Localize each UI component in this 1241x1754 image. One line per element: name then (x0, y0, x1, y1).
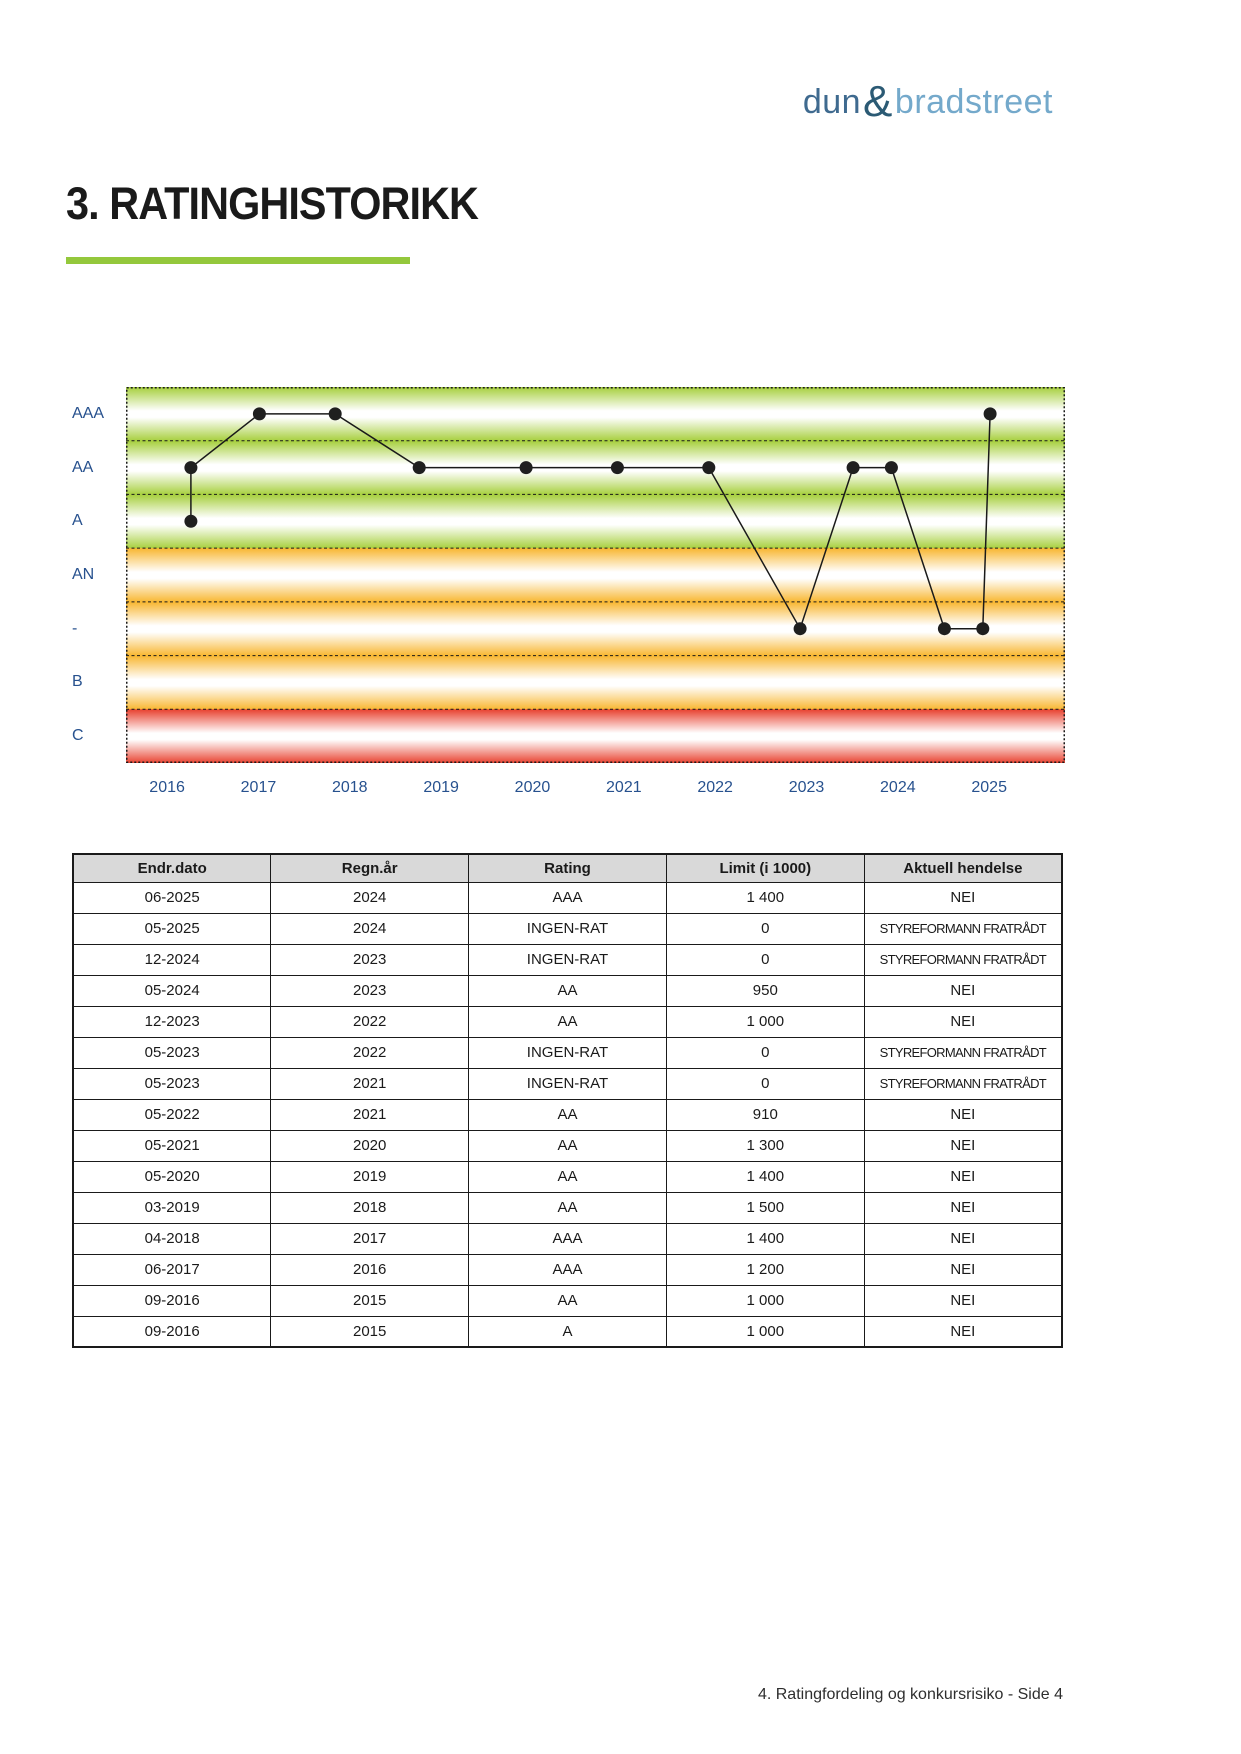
rating-history-table (72, 853, 1063, 1348)
data-point-12-2024-- (938, 622, 951, 635)
table-cell: 04-2018 (73, 1223, 271, 1254)
table-cell: 05-2025 (73, 913, 271, 944)
table-header (73, 854, 1062, 882)
data-point-06-2017-AAA (253, 407, 266, 420)
x-axis-label-2025: 2025 (971, 779, 1007, 796)
table-row (73, 1192, 1062, 1223)
table-cell: 2019 (271, 1161, 469, 1192)
table-row (73, 1254, 1062, 1285)
table-cell: 2021 (271, 1099, 469, 1130)
table-cell: NEI (864, 882, 1062, 913)
table-cell: AA (469, 1130, 667, 1161)
table-cell: A (469, 1316, 667, 1347)
table-cell: INGEN-RAT (469, 1068, 667, 1099)
data-point-06-2025-AAA (984, 407, 997, 420)
y-axis-label-B: B (72, 673, 83, 691)
table-cell: 2018 (271, 1192, 469, 1223)
table-cell: 2022 (271, 1006, 469, 1037)
table-cell: AAA (469, 882, 667, 913)
data-point-05-2021-AA (611, 461, 624, 474)
table-cell: 2023 (271, 975, 469, 1006)
x-axis-label-2024: 2024 (880, 779, 916, 796)
table-cell: 05-2023 (73, 1037, 271, 1068)
table-cell: AA (469, 975, 667, 1006)
table-cell: AA (469, 1285, 667, 1316)
table-cell: 03-2019 (73, 1192, 271, 1223)
table-cell: 2024 (271, 882, 469, 913)
table-cell: STYREFORMANN FRATRÅDT (864, 1037, 1062, 1068)
rating-band-- (126, 602, 1065, 656)
table-cell: 1 200 (666, 1254, 864, 1285)
data-point-05-2024-AA (885, 461, 898, 474)
table-row (73, 975, 1062, 1006)
table-cell: AAA (469, 1254, 667, 1285)
rating-band-B (126, 656, 1065, 710)
data-point-05-2025-- (976, 622, 989, 635)
table-cell: 2015 (271, 1316, 469, 1347)
rating-band-C (126, 709, 1065, 763)
logo-ampersand-icon: & (863, 77, 893, 126)
section-title: 3. RATINGHISTORIKK (66, 178, 479, 229)
table-cell: 1 400 (666, 1161, 864, 1192)
rating-band-AN (126, 548, 1065, 602)
table-cell: 2021 (271, 1068, 469, 1099)
x-axis-label-2020: 2020 (514, 779, 551, 796)
table-row (73, 1285, 1062, 1316)
table-cell: 910 (666, 1099, 864, 1130)
table-cell: NEI (864, 1192, 1062, 1223)
x-axis-label-2017: 2017 (240, 779, 277, 796)
y-axis-label-AN: AN (72, 566, 95, 583)
chart-plot-area (126, 387, 1065, 763)
table-row (73, 944, 1062, 975)
table-cell: 09-2016 (73, 1285, 271, 1316)
column-header: Aktuell hendelse (864, 854, 1062, 882)
table-cell: 1 000 (666, 1285, 864, 1316)
table-cell: INGEN-RAT (469, 1037, 667, 1068)
table-cell: 2016 (271, 1254, 469, 1285)
table-cell: 1 000 (666, 1006, 864, 1037)
table-cell: AA (469, 1192, 667, 1223)
table-cell: STYREFORMANN FRATRÅDT (864, 1068, 1062, 1099)
table-row (73, 913, 1062, 944)
data-point-04-2018-AAA (329, 407, 342, 420)
data-point-09-2016-AA (184, 461, 197, 474)
table-cell: 2017 (271, 1223, 469, 1254)
table-cell: 06-2025 (73, 882, 271, 913)
table-row (73, 1161, 1062, 1192)
table-row (73, 1006, 1062, 1037)
table-body (73, 882, 1062, 1347)
table-cell: 05-2024 (73, 975, 271, 1006)
column-header: Endr.dato (73, 854, 271, 882)
page-footer: 4. Ratingfordeling og konkursrisiko - Side 4 (757, 1686, 1063, 1703)
table-cell: NEI (864, 1285, 1062, 1316)
table-cell: STYREFORMANN FRATRÅDT (864, 913, 1062, 944)
data-point-03-2019-AA (413, 461, 426, 474)
x-axis-label-2022: 2022 (697, 779, 733, 796)
data-point-09-2016-A (184, 515, 197, 528)
data-point-05-2022-AA (702, 461, 715, 474)
dun-and-bradstreet-logo (803, 74, 1053, 124)
table-cell: 2015 (271, 1285, 469, 1316)
y-axis-label-AA: AA (72, 458, 94, 476)
table-cell: AA (469, 1006, 667, 1037)
table-row (73, 882, 1062, 913)
y-axis-label-AAA: AAA (72, 404, 105, 422)
table-cell: NEI (864, 975, 1062, 1006)
data-point-05-2023-- (794, 622, 807, 635)
logo-text-dun: dun (802, 83, 862, 121)
table-cell: 06-2017 (73, 1254, 271, 1285)
table-cell: 0 (666, 1037, 864, 1068)
column-header: Limit (i 1000) (666, 854, 864, 882)
rating-band-A (126, 494, 1065, 548)
column-header: Regn.år (271, 854, 469, 882)
table-cell: NEI (864, 1316, 1062, 1347)
table-cell: NEI (864, 1130, 1062, 1161)
table-cell: INGEN-RAT (469, 944, 667, 975)
table-cell: 0 (666, 944, 864, 975)
table-row (73, 1316, 1062, 1347)
column-header: Rating (469, 854, 667, 882)
data-point-05-2020-AA (520, 461, 533, 474)
table-cell: 12-2024 (73, 944, 271, 975)
table-cell: 1 500 (666, 1192, 864, 1223)
table-cell: AA (469, 1099, 667, 1130)
x-axis-label-2018: 2018 (331, 779, 368, 796)
table-cell: 05-2022 (73, 1099, 271, 1130)
table-cell: 0 (666, 913, 864, 944)
x-axis-label-2021: 2021 (606, 779, 642, 796)
table-row (73, 1130, 1062, 1161)
table-cell: 1 000 (666, 1316, 864, 1347)
x-axis-label-2019: 2019 (423, 779, 459, 796)
x-axis-label-2016: 2016 (149, 779, 185, 796)
table-cell: 0 (666, 1068, 864, 1099)
table-cell: 05-2020 (73, 1161, 271, 1192)
table-cell: 05-2023 (73, 1068, 271, 1099)
table-cell: AA (469, 1161, 667, 1192)
table-row (73, 1099, 1062, 1130)
table-cell: AAA (469, 1223, 667, 1254)
table-cell: 09-2016 (73, 1316, 271, 1347)
table-cell: 2024 (271, 913, 469, 944)
y-axis-label-A: A (72, 512, 83, 530)
table-cell: 05-2021 (73, 1130, 271, 1161)
table-cell: 12-2023 (73, 1006, 271, 1037)
table-cell: 2022 (271, 1037, 469, 1068)
table-cell: NEI (864, 1254, 1062, 1285)
table-cell: 2023 (271, 944, 469, 975)
table-row (73, 1223, 1062, 1254)
x-axis-label-2023: 2023 (788, 779, 825, 796)
y-axis-label--: - (72, 619, 78, 637)
table-cell: STYREFORMANN FRATRÅDT (864, 944, 1062, 975)
table-cell: 1 300 (666, 1130, 864, 1161)
table-cell: NEI (864, 1006, 1062, 1037)
table-row (73, 1037, 1062, 1068)
table-cell: NEI (864, 1223, 1062, 1254)
table-cell: 950 (666, 975, 864, 1006)
y-axis-label-C: C (72, 727, 84, 745)
table-cell: 1 400 (666, 882, 864, 913)
table-row (73, 1068, 1062, 1099)
table-cell: 2020 (271, 1130, 469, 1161)
logo-text-bradstreet: bradstreet (894, 83, 1053, 121)
data-point-12-2023-AA (847, 461, 860, 474)
title-underline (66, 257, 410, 264)
table-header-row (73, 854, 1062, 882)
table-cell: 1 400 (666, 1223, 864, 1254)
table-cell: INGEN-RAT (469, 913, 667, 944)
table-cell: NEI (864, 1099, 1062, 1130)
table-cell: NEI (864, 1161, 1062, 1192)
